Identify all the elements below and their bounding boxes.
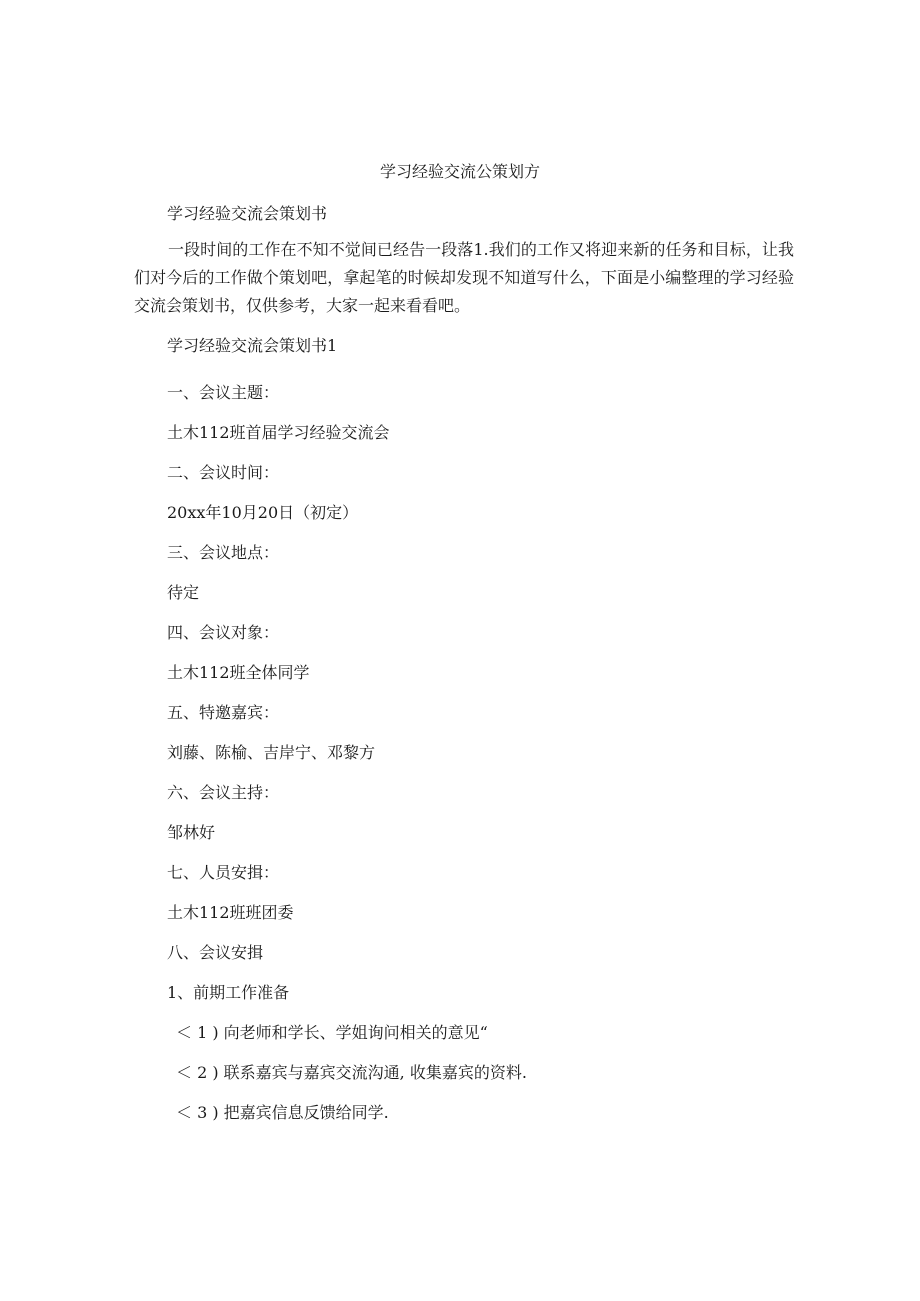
arrangement-title: 八、会议安揖	[167, 943, 264, 962]
item-value-location: 待定	[167, 583, 200, 602]
item-label-audience: 四、会议对象：	[167, 623, 280, 642]
item-label-guests: 五、特邀嘉宾：	[167, 703, 280, 722]
item-label-host: 六、会议主持：	[167, 783, 280, 802]
section-title: 学习经验交流会策划书1	[167, 336, 338, 355]
item-value-guests: 刘藤、陈榆、吉岸宁、邓黎方	[167, 743, 376, 762]
item-label-theme: 一、会议主题：	[167, 383, 280, 402]
item-label-time: 二、会议时间：	[167, 463, 280, 482]
prep-title: 1、前期工作准备	[167, 983, 290, 1002]
item-value-time: 20xx年10月20日（初定）	[167, 503, 359, 522]
intro-paragraph: 一段时间的工作在不知不觉间已经告一段落1.我们的工作又将迎来新的任务和目标，让我们对今后的工作做个策划吧，拿起笔的时候却发现不知道写什么，下面是小编整理的学习经验交流会策划书，仅供参考，大家一起来看看吧。	[134, 240, 794, 315]
item-label-staff: 七、人员安揖：	[167, 863, 280, 882]
document-title: 学习经验交流公策划方	[379, 162, 540, 181]
item-label-location: 三、会议地点：	[167, 543, 280, 562]
prep-step-2: ＜ 2 ) 联系嘉宾与嘉宾交流沟通, 收集嘉宾的资料.	[176, 1063, 527, 1082]
prep-step-3: ＜ 3 ) 把嘉宾信息反馈给同学.	[176, 1103, 389, 1122]
document-heading: 学习经验交流会策划书	[167, 204, 328, 223]
item-value-audience: 土木112班全体同学	[167, 663, 310, 682]
prep-step-1: ＜ 1 ) 向老师和学长、学姐询问相关的意见“	[176, 1023, 488, 1042]
item-value-theme: 土木112班首届学习经验交流会	[167, 423, 390, 442]
item-value-host: 邹林好	[167, 823, 216, 842]
item-value-staff: 土木112班班团委	[167, 903, 294, 922]
